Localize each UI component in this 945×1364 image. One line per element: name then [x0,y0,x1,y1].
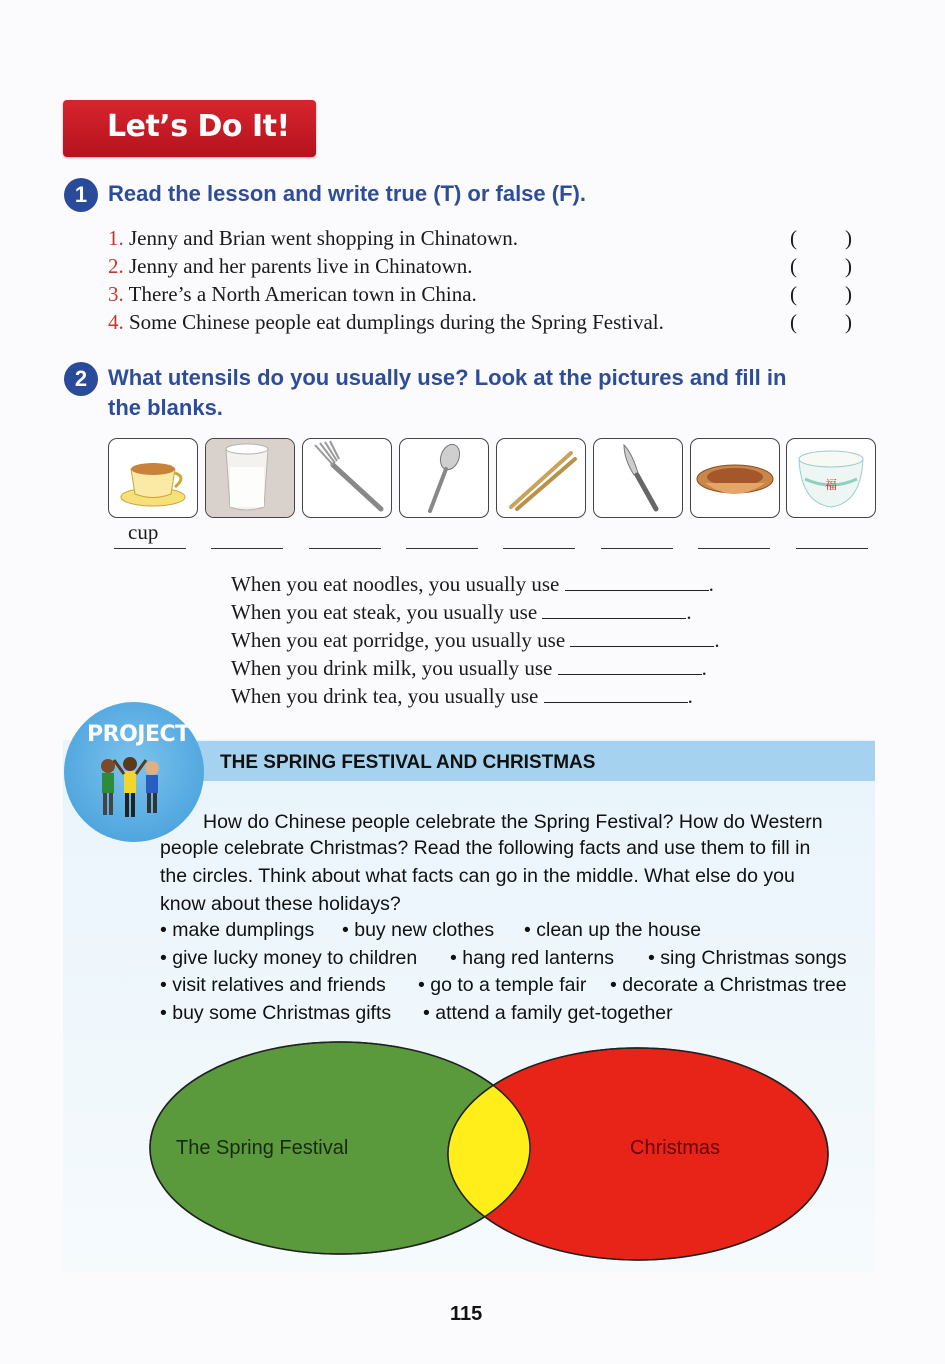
section-2-title-line1: What utensils do you usually use? Look at the pictures and fill in [108,365,787,390]
venn-left-label: The Spring Festival [176,1137,349,1159]
fill-sentence: When you drink milk, you usually use . [231,656,707,680]
project-heading-bar [195,741,875,781]
section-banner [63,100,316,157]
project-intro-line: know about these holidays? [160,893,401,915]
sentence-blank[interactable] [544,684,688,703]
section-1-title: Read the lesson and write true (T) or false (F). [108,181,586,206]
answer-blank[interactable] [601,548,673,549]
example-answer: cup [128,520,159,544]
sentence-blank[interactable] [542,600,686,619]
fill-sentence: When you eat steak, you usually use . [231,600,692,624]
sentence-blank[interactable] [570,628,714,647]
venn-right-label: Christmas [630,1137,721,1159]
spoon-icon [399,438,489,518]
sentence-blank[interactable] [565,572,709,591]
svg-text:福: 福 [825,478,838,492]
tf-item: 1. Jenny and Brian went shopping in Chinatown. ( ) [108,226,852,250]
fact-item: • attend a family get-together [423,1002,673,1024]
project-intro-line: How do Chinese people celebrate the Spring Festival? How do Western [203,811,823,833]
project-label: PROJECT [87,722,190,747]
fact-item: • visit relatives and friends [160,974,386,996]
fact-item: • make dumplings [160,919,315,941]
answer-blank[interactable] [114,548,186,549]
section-1-number: 1 [64,178,98,212]
fact-item: • buy some Christmas gifts [160,1002,392,1024]
tf-item: 2. Jenny and her parents live in Chinatown. ( ) [108,254,852,278]
banner-title: Let’s Do It! [107,109,290,144]
tf-item: 3. There’s a North American town in China. ( ) [108,282,852,306]
sentence-blank[interactable] [558,656,702,675]
fill-sentence: When you drink tea, you usually use . [231,684,693,708]
fact-item: • go to a temple fair [418,974,587,996]
plate-icon [690,438,780,518]
answer-blank[interactable] [309,548,381,549]
fact-item: • give lucky money to children [160,947,418,969]
glass-icon [205,438,295,518]
fact-item: • hang red lanterns [450,947,615,969]
knife-icon [593,438,683,518]
tf-item: 4. Some Chinese people eat dumplings during the Spring Festival. ( ) [108,310,852,334]
answer-blank[interactable] [406,548,478,549]
fork-icon [302,438,392,518]
tf-item-number: 2. [108,254,124,278]
section-2-number: 2 [64,362,98,396]
cup-icon [108,438,198,518]
tf-item-text: Jenny and Brian went shopping in Chinatown. [129,226,519,250]
fact-item: • buy new clothes [342,919,495,941]
tf-item-text: Some Chinese people eat dumplings during the Spring Festival. [129,310,664,334]
project-intro-line: the circles. Think about what facts can go in the middle. What else do you [160,865,795,887]
fact-item: • decorate a Christmas tree [610,974,847,996]
tf-item-number: 4. [108,310,124,334]
fill-sentence: When you eat noodles, you usually use . [231,572,714,596]
fact-item: • sing Christmas songs [648,947,847,969]
answer-blank[interactable] [503,548,575,549]
tf-item-number: 1. [108,226,124,250]
fill-sentence: When you eat porridge, you usually use . [231,628,720,652]
project-intro-line: people celebrate Christmas? Read the following facts and use them to fill in [160,837,811,859]
project-heading: THE SPRING FESTIVAL AND CHRISTMAS [220,752,596,773]
section-2-title-line2: the blanks. [108,395,223,420]
venn-diagram [140,1030,840,1280]
tf-item-text: Jenny and her parents live in Chinatown. [129,254,473,278]
answer-blank[interactable] [796,548,868,549]
answer-blank[interactable] [211,548,283,549]
answer-blank[interactable] [698,548,770,549]
fact-item: • clean up the house [524,919,702,941]
chopsticks-icon [496,438,586,518]
tf-item-text: There’s a North American town in China. [128,282,477,306]
page-number: 115 [450,1303,483,1325]
tf-item-number: 3. [108,282,124,306]
bowl-icon [786,438,876,518]
